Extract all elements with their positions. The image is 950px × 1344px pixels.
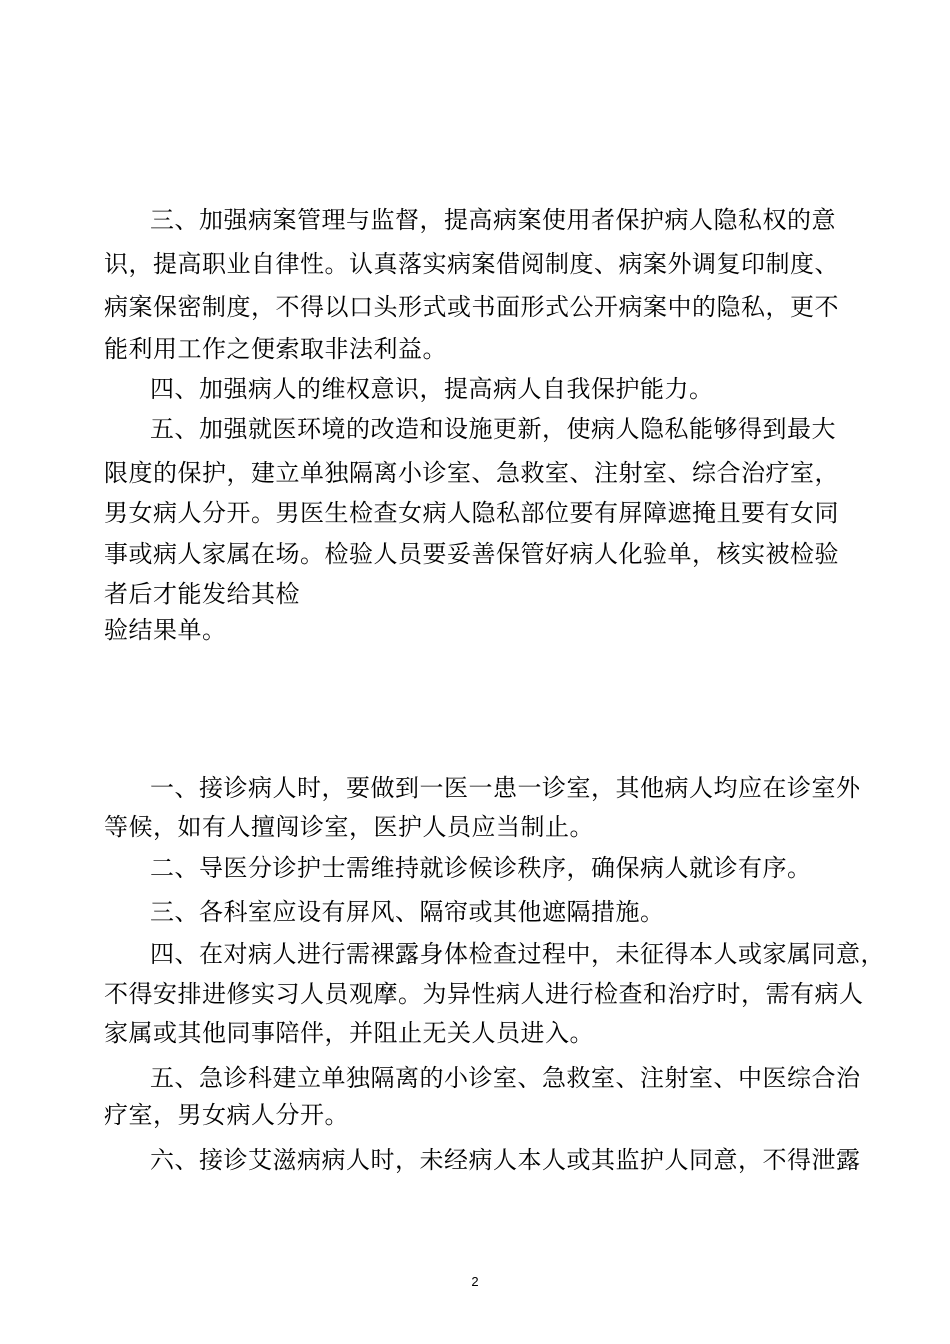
section-a-p3-line-1: 三、加强病案管理与监督，提高病案使用者保护病人隐私权的意 — [150, 206, 836, 234]
section-a-p5-line-2: 限度的保护，建立单独隔离小诊室、急救室、注射室、综合治疗室， — [104, 459, 839, 487]
section-a-p5-line-5: 者后才能发给其检 — [104, 580, 300, 608]
section-b-p4-line-3: 家属或其他同事陪伴，并阻止无关人员进入。 — [104, 1019, 594, 1047]
section-b-p1-line-2: 等候，如有人擅闯诊室，医护人员应当制止。 — [104, 813, 594, 841]
section-a-p5-line-4: 事或病人家属在场。检验人员要妥善保管好病人化验单，核实被检验 — [104, 540, 839, 568]
section-a-p3-line-3: 病案保密制度，不得以口头形式或书面形式公开病案中的隐私，更不 — [104, 293, 839, 321]
section-b-p2-line-1: 二、导医分诊护士需维持就诊候诊秩序，确保病人就诊有序。 — [150, 854, 812, 882]
section-b-p4-line-1: 四、在对病人进行需裸露身体检查过程中，未征得本人或家属同意， — [150, 940, 885, 968]
section-a-p4-line-1: 四、加强病人的维权意识，提高病人自我保护能力。 — [150, 375, 714, 403]
section-a-p3-line-4: 能利用工作之便索取非法利益。 — [104, 335, 447, 363]
section-b-p1-line-1: 一、接诊病人时，要做到一医一患一诊室，其他病人均应在诊室外 — [150, 774, 861, 802]
section-a-p5-line-3: 男女病人分开。男医生检查女病人隐私部位要有屏障遮掩且要有女同 — [104, 499, 839, 527]
section-a-p3-line-2: 识，提高职业自律性。认真落实病案借阅制度、病案外调复印制度、 — [104, 250, 839, 278]
section-b-p4-line-2: 不得安排进修实习人员观摩。为异性病人进行检查和治疗时，需有病人 — [104, 980, 864, 1008]
page-number: 2 — [471, 1274, 479, 1289]
section-b-p5-line-2: 疗室，男女病人分开。 — [104, 1101, 349, 1129]
section-a-p5-line-1: 五、加强就医环境的改造和设施更新，使病人隐私能够得到最大 — [150, 415, 836, 443]
section-b-p3-line-1: 三、各科室应设有屏风、隔帘或其他遮隔措施。 — [150, 898, 665, 926]
section-b-p6-line-1: 六、接诊艾滋病病人时，未经病人本人或其监护人同意，不得泄露 — [150, 1146, 861, 1174]
section-b-p5-line-1: 五、急诊科建立单独隔离的小诊室、急救室、注射室、中医综合治 — [150, 1064, 861, 1092]
section-a-p5-line-6: 验结果单。 — [104, 616, 227, 644]
